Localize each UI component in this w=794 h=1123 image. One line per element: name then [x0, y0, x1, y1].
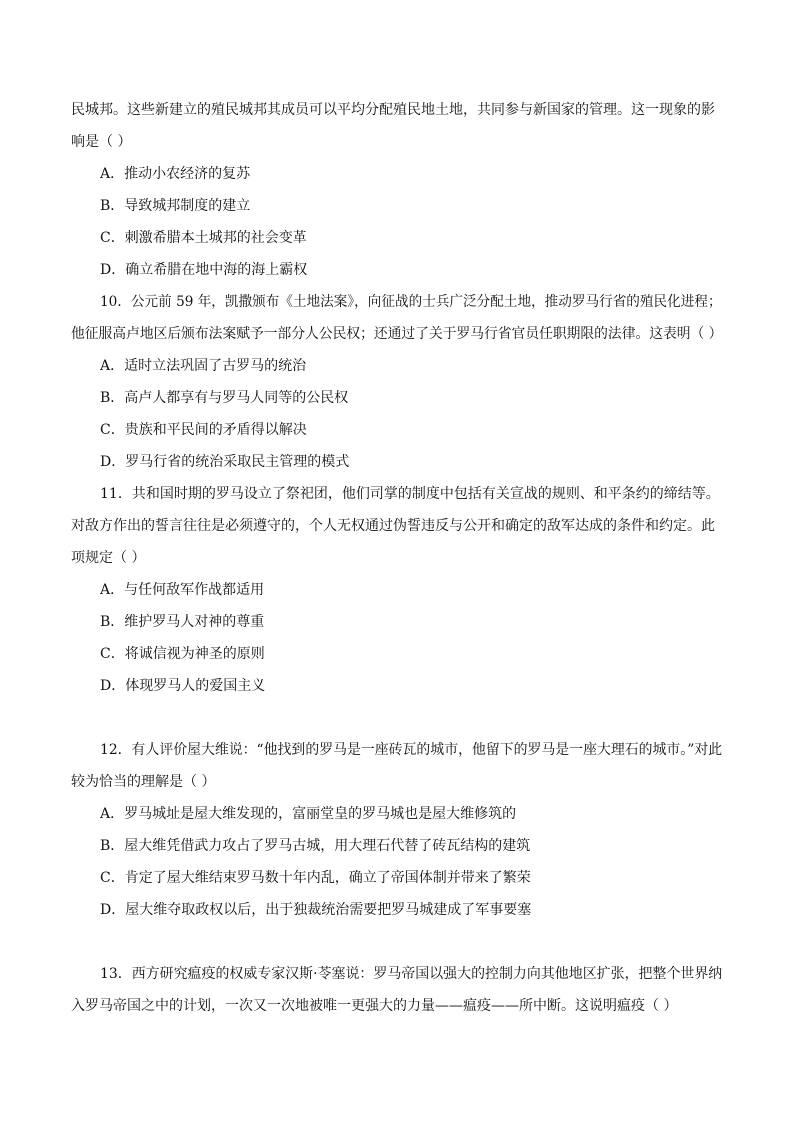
q9-stem-line-1: 民城邦。这些新建立的殖民城邦其成员可以平均分配殖民地土地，共同参与新国家的管理。这一现象的影 [71, 102, 715, 118]
q9-stem-line-2: 响是（ ） [71, 134, 132, 150]
q10-option-d: D．罗马行省的统治采取民主管理的模式 [100, 454, 350, 470]
q10-stem-line-2: 他征服高卢地区后颁布法案赋予一部分人公民权；还通过了关于罗马行省官员任职期限的法律。这表明（ ） [71, 326, 723, 342]
q9-option-b: B．导致城邦制度的建立 [100, 198, 251, 214]
q12-stem-line-1: 12．有人评价屋大维说：“他找到的罗马是一座砖瓦的城市，他留下的罗马是一座大理石的城市。”对此 [100, 742, 723, 758]
q11-stem-line-3: 项规定（ ） [71, 550, 146, 566]
q9-option-d: D．确立希腊在地中海的海上霸权 [100, 262, 308, 278]
q11-option-d: D．体现罗马人的爱国主义 [100, 678, 266, 694]
q13-stem-line-1: 13．西方研究瘟疫的权威专家汉斯·苓塞说：罗马帝国以强大的控制力向其他地区扩张，把整个世界纳 [100, 966, 723, 982]
q11-stem-line-2: 对敌方作出的誓言往往是必须遵守的，个人无权通过伪誓违反与公开和确定的敌军达成的条件和约定。此 [71, 518, 715, 534]
q10-option-a: A．适时立法巩固了古罗马的统治 [100, 358, 307, 374]
q12-option-d: D．屋大维夺取政权以后，出于独裁统治需要把罗马城建成了军事要塞 [100, 902, 532, 918]
q11-option-a: A．与任何敌军作战都适用 [100, 582, 265, 598]
q12-stem-line-2: 较为恰当的理解是（ ） [71, 774, 216, 790]
q11-option-b: B．维护罗马人对神的尊重 [100, 614, 265, 630]
q9-option-a: A．推动小农经济的复苏 [100, 166, 251, 182]
q12-option-c: C．肯定了屋大维结束罗马数十年内乱，确立了帝国体制并带来了繁荣 [100, 870, 531, 886]
q9-option-c: C．刺激希腊本土城邦的社会变革 [100, 230, 307, 246]
q11-option-c: C．将诚信视为神圣的原则 [100, 646, 265, 662]
q13-stem-line-2: 入罗马帝国之中的计划，一次又一次地被唯一更强大的力量——瘟疫——所中断。这说明瘟疫（ ） [71, 998, 678, 1014]
q12-option-b: B．屋大维凭借武力攻占了罗马古城，用大理石代替了砖瓦结构的建筑 [100, 838, 531, 854]
q10-option-c: C．贵族和平民间的矛盾得以解决 [100, 422, 307, 438]
q10-stem-line-1: 10．公元前 59 年，凯撒颁布《土地法案》，向征战的士兵广泛分配土地，推动罗马行省的殖民化进程； [100, 294, 722, 310]
q10-option-b: B．高卢人都享有与罗马人同等的公民权 [100, 390, 349, 406]
q12-option-a: A．罗马城址是屋大维发现的，富丽堂皇的罗马城也是屋大维修筑的 [100, 806, 517, 822]
q11-stem-line-1: 11．共和国时期的罗马设立了祭祀团，他们司掌的制度中包括有关宣战的规则、和平条约的缔结等。 [100, 486, 720, 502]
